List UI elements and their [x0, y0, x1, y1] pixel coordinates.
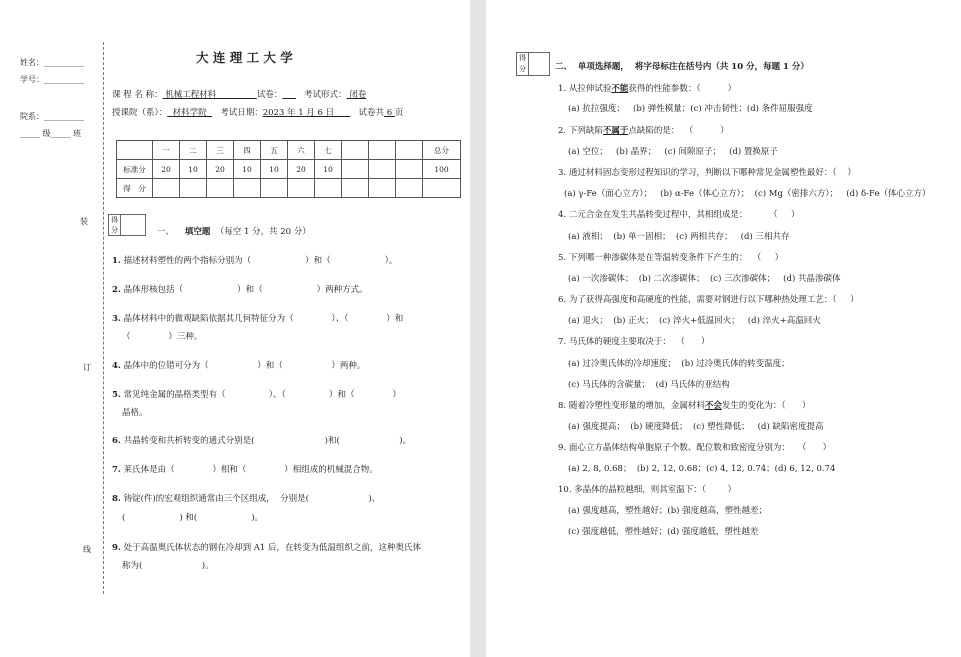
emphasis-text: 不能: [611, 84, 629, 94]
question-text: 点缺陷的是： （ ）: [628, 126, 729, 136]
pages-unit: 页: [394, 108, 404, 118]
table-cell: 100: [423, 160, 461, 179]
question-number: 7.: [112, 465, 121, 475]
question-text: 晶体中的位错可分为（ ）和（ ）两种。: [123, 361, 366, 371]
question-number: 3.: [558, 168, 567, 178]
table-cell: [288, 179, 315, 198]
table-cell: [369, 179, 396, 198]
question: [558, 485, 736, 496]
table-cell: [207, 179, 234, 198]
answer-options: (a) 强度越高，塑性越好；(b) 强度越高，塑性越差；: [568, 506, 768, 516]
table-cell: [180, 179, 207, 198]
question-text: 下列缺陷: [568, 126, 603, 136]
student-id-field: 学号：__________: [20, 75, 84, 84]
question-number: 1.: [112, 256, 121, 266]
table-row-header: [117, 141, 461, 160]
question-text: 为了获得高强度和高硬度的性能，需要对钢进行以下哪种热处理工艺：（ ）: [568, 295, 859, 305]
question-number: 3.: [112, 314, 121, 324]
table-cell: [369, 141, 396, 160]
answer-options: (a) 抗拉强度； (b) 弹性模量；(c) 冲击韧性；(d) 条件屈服强度: [568, 104, 813, 114]
exam-form: 闭卷: [346, 90, 367, 100]
question: [112, 494, 380, 505]
question: [112, 390, 401, 401]
exam-page-1: [0, 0, 470, 657]
table-cell: [153, 179, 180, 198]
form-label: 考试形式：: [303, 90, 347, 100]
question: [558, 253, 783, 264]
answer-options: (a) 强度提高； (b) 硬度降低； (c) 塑性降低； (d) 缺陷密度提高: [568, 422, 824, 432]
binding-mark-3: 线: [83, 545, 91, 554]
score-box-label: 得: [519, 54, 526, 62]
answer-options: (a) 一次渗碳体； (b) 二次渗碳体； (c) 三次渗碳体； (d) 共晶渗碳体: [568, 274, 841, 284]
question-number: 2.: [112, 285, 121, 295]
table-row-standard: [117, 160, 461, 179]
question-text: 处于高温奥氏体状态的钢在冷却到 A1 后，在转变为低温组织之前，这种奥氏体: [123, 543, 422, 553]
answer-options: (a) 2, 8, 0.68； (b) 2, 12, 0.68；(c) 4, 12, 0.74；(d) 6, 12, 0.74: [568, 464, 836, 474]
table-cell: 一: [153, 141, 180, 160]
table-cell: 得 分: [117, 179, 153, 198]
table-cell: [117, 141, 153, 160]
course-label: 课 程 名 称：: [112, 90, 163, 100]
question-text: 多晶体的晶粒越细，则其室温下：（ ）: [574, 485, 737, 495]
table-cell: [396, 160, 423, 179]
question-text: 从拉伸试验: [568, 84, 612, 94]
course-name: 机械工程材料: [162, 90, 257, 100]
table-cell: [396, 141, 423, 160]
question: [558, 126, 729, 137]
question: [558, 210, 799, 221]
question: [558, 401, 810, 412]
dept-line: [112, 108, 403, 119]
question-text: 描述材料塑性的两个指标分别为（ ）和（ ）。: [123, 256, 398, 266]
question-number: 5.: [558, 253, 567, 263]
emphasis-text: 不属于: [602, 126, 629, 136]
binding-mark-2: 订: [83, 363, 91, 372]
question-number: 5.: [112, 390, 121, 400]
dept-value: 材料学院: [167, 108, 213, 118]
exam-date: 2023 年 1 月 6 日: [262, 108, 351, 118]
table-cell: [261, 179, 288, 198]
question: [558, 443, 831, 454]
question-text: 下列哪一种渗碳体是在等温转变条件下产生的： （ ）: [568, 253, 784, 263]
section-heading: [157, 227, 311, 238]
question: [558, 295, 859, 306]
score-table: [116, 140, 461, 198]
question: [112, 543, 421, 554]
question-text: 莱氏体是由（ ）相和（ ）相组成的机械混合物。: [123, 465, 378, 475]
binding-line: [103, 42, 104, 594]
table-cell: 20: [207, 160, 234, 179]
table-cell: [369, 160, 396, 179]
question: [558, 168, 856, 179]
table-cell: 10: [261, 160, 288, 179]
paper-label: 试卷：: [256, 90, 283, 100]
answer-options: (a) 液相； (b) 单一固相； (c) 两相共存； (d) 三相共存: [568, 232, 790, 242]
section-note: （每空 1 分，共 20 分）: [215, 227, 311, 237]
table-cell: 10: [180, 160, 207, 179]
question-text: 常见纯金属的晶格类型有（ ）、（ ）和（ ）: [123, 390, 401, 400]
question-text: 铸锭(件)的宏观组织通常由三个区组成， 分别是( )、: [123, 494, 381, 504]
question-text: 晶体形核包括（ ）和（ ）两种方式。: [123, 285, 368, 295]
table-cell: 三: [207, 141, 234, 160]
table-cell: 20: [153, 160, 180, 179]
answer-options: (c) 强度越低，塑性越好；(d) 强度越低，塑性越差: [568, 527, 759, 537]
score-box-label: 得: [111, 215, 118, 224]
table-cell: [342, 179, 369, 198]
question-text: 二元合金在发生共晶转变过程中，其相组成是： （ ）: [568, 210, 800, 220]
table-cell: 总分: [423, 141, 461, 160]
question-text-cont: （ ）三种。: [122, 332, 203, 342]
table-cell: 标准分: [117, 160, 153, 179]
answer-options: (c) 马氏体的含碳量； (d) 马氏体的亚结构: [568, 380, 730, 390]
table-row-obtained: [117, 179, 461, 198]
question-number: 9.: [558, 443, 567, 453]
table-cell: 四: [234, 141, 261, 160]
question: [112, 285, 368, 296]
table-cell: 10: [315, 160, 342, 179]
question-number: 6.: [112, 436, 121, 446]
table-cell: 五: [261, 141, 288, 160]
date-label: 考试日期：: [220, 108, 263, 118]
table-cell: [423, 179, 461, 198]
question-number: 1.: [558, 84, 567, 94]
question-number: 4.: [558, 210, 567, 220]
table-cell: 七: [315, 141, 342, 160]
question-text: 共晶转变和共析转变的通式分别是( )和( )。: [123, 436, 412, 446]
answer-options: (a) 空位； (b) 晶界； (c) 间隙原子； (d) 置换原子: [568, 147, 778, 157]
question-number: 8.: [112, 494, 121, 504]
score-box-label: 分: [111, 225, 118, 234]
score-box: [108, 214, 146, 236]
table-cell: 六: [288, 141, 315, 160]
question: [112, 256, 397, 267]
question-number: 10.: [558, 485, 572, 495]
question-text: 面心立方晶体结构单胞原子个数、配位数和致密度分别为： （ ）: [568, 443, 832, 453]
table-cell: [342, 141, 369, 160]
emphasis-text: 不会: [704, 401, 722, 411]
binding-mark-1: 装: [80, 217, 88, 226]
table-cell: [396, 179, 423, 198]
question-text: 晶体材料中的微观缺陷依据其几何特征分为（ ）、（ ）和: [123, 314, 404, 324]
question-number: 2.: [558, 126, 567, 136]
section-title: 填空题: [184, 227, 211, 237]
question: [558, 84, 736, 95]
question: [112, 465, 378, 476]
course-line: [112, 90, 366, 101]
question: [558, 337, 709, 348]
class-field: _____ 级_____ 班: [20, 129, 82, 138]
page-title: 大 连 理 工 大 学: [196, 50, 293, 65]
section-number: 一、: [157, 227, 175, 237]
table-cell: 20: [288, 160, 315, 179]
table-cell: 二: [180, 141, 207, 160]
question-text: 发生的变化为：（ ）: [721, 401, 811, 411]
table-cell: [342, 160, 369, 179]
section-heading: 二、 单项选择题， 将字母标注在括号内（共 10 分，每题 1 分）: [555, 62, 809, 72]
question-number: 4.: [112, 361, 121, 371]
question-number: 8.: [558, 401, 567, 411]
page-count: 6: [384, 108, 395, 118]
exam-page-2: [486, 0, 961, 657]
question-text-cont: ( ) 和( )。: [122, 513, 264, 523]
name-field: 姓名：__________: [20, 58, 84, 67]
question-text: 马氏体的硬度主要取决于： （ ）: [568, 337, 710, 347]
dept-label: 授课院（系）：: [112, 108, 168, 118]
question-number: 6.: [558, 295, 567, 305]
table-cell: [234, 179, 261, 198]
question-number: 9.: [112, 543, 121, 553]
question-number: 7.: [558, 337, 567, 347]
answer-options: (a) 退火； (b) 正火； (c) 淬火+低温回火； (d) 淬火+高温回火: [568, 316, 821, 326]
question-text-cont: 晶格。: [122, 408, 148, 418]
score-box: [516, 52, 550, 76]
department-field: 院系：__________: [20, 112, 84, 121]
table-cell: [315, 179, 342, 198]
answer-options: (a) 过冷奥氏体的冷却速度； (b) 过冷奥氏体的转变温度；: [568, 359, 790, 369]
paper-value: [282, 90, 296, 100]
question-text: 随着冷塑性变形量的增加，金属材料: [568, 401, 705, 411]
question-text: 通过材料固态变形过程知识的学习，判断以下哪种常见金属塑性最好：（ ）: [568, 168, 856, 178]
question-text-cont: 称为( )。: [122, 561, 214, 571]
table-cell: 10: [234, 160, 261, 179]
question: [112, 361, 365, 372]
answer-options: (a) γ-Fe（面心立方）； (b) α-Fe（体心立方）； (c) Mg（密排六方）； (d) δ-Fe（体心立方）: [564, 189, 931, 199]
question: [112, 314, 403, 325]
score-box-label: 分: [519, 65, 526, 73]
question: [112, 436, 411, 447]
question-text: 获得的性能参数：（ ）: [628, 84, 737, 94]
pages-label: 试卷共: [358, 108, 384, 118]
